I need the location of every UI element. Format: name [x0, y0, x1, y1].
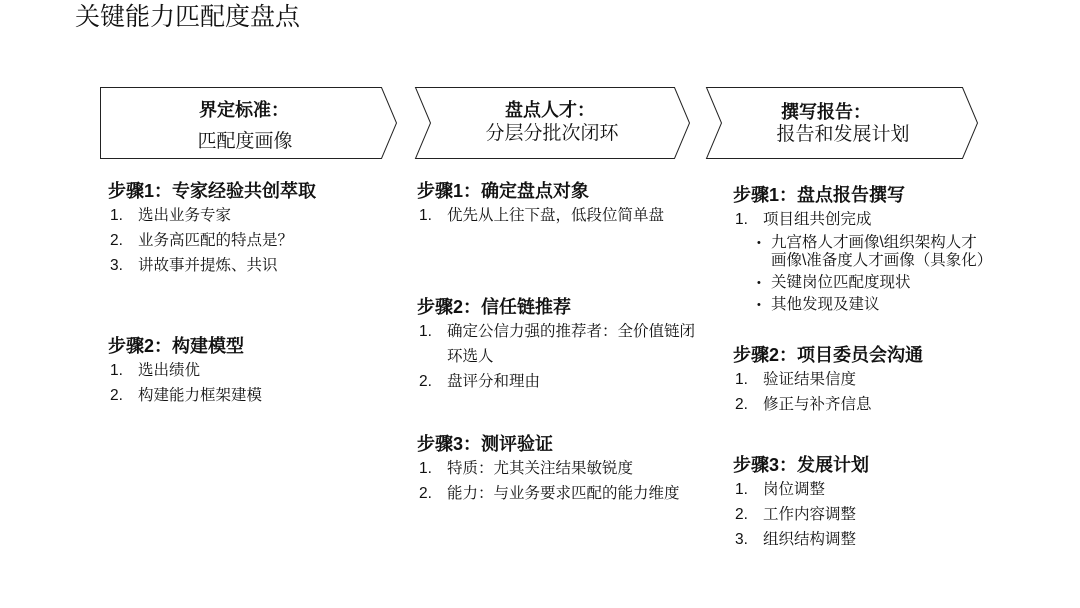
list-item-text: 验证结果信度 — [763, 371, 857, 388]
step-title: 步骤2：信任链推荐 — [417, 297, 572, 317]
phase-2-subheading: 分层分批次闭环 — [485, 123, 619, 144]
list-item-number: 2. — [735, 506, 748, 523]
list-item-text: 业务高匹配的特点是？ — [138, 232, 294, 249]
list-item — [735, 527, 869, 552]
sub-bullet-text: 九宫格人才画像\组织架构人才 画像\准备度人才画像（具象化） — [771, 234, 993, 269]
list-item-number: 2. — [110, 232, 123, 249]
list-item-number: 1. — [735, 211, 748, 228]
list-item-text: 能力：与业务要求匹配的能力维度 — [447, 485, 680, 502]
list-item-number: 1. — [419, 460, 432, 477]
sub-bullet — [757, 272, 992, 294]
list-item-number: 2. — [110, 387, 123, 404]
sub-bullet — [757, 232, 992, 272]
step-block — [733, 453, 869, 552]
phase-3-heading: 撰写报告： — [781, 102, 871, 122]
list-item — [110, 253, 316, 278]
list-item-text: 构建能力框架建模 — [138, 387, 263, 404]
step-block — [417, 179, 664, 228]
step-title: 步骤2：项目委员会沟通 — [733, 345, 924, 365]
list-item-number: 1. — [419, 207, 432, 224]
list-item-number: 3. — [110, 257, 123, 274]
list-item-number: 1. — [735, 481, 748, 498]
list-item — [110, 358, 262, 383]
list-item-number: 1. — [419, 323, 432, 340]
list-item-text: 工作内容调整 — [763, 506, 857, 523]
step-title: 步骤3：发展计划 — [733, 455, 870, 475]
list-item-text: 选出业务专家 — [138, 207, 232, 224]
list-item-number: 2. — [419, 485, 432, 502]
bullet-marker: • — [757, 299, 761, 311]
step-block — [108, 334, 262, 408]
list-item — [735, 477, 869, 502]
list-item-text: 特质：尤其关注结果敏锐度 — [447, 460, 634, 477]
step-block — [417, 432, 680, 506]
step-title: 步骤1：专家经验共创萃取 — [108, 181, 317, 201]
list-item — [419, 369, 695, 394]
list-item-number: 2. — [735, 396, 748, 413]
list-item — [419, 319, 695, 369]
list-item-number: 1. — [110, 207, 123, 224]
list-item — [419, 203, 664, 228]
step-title: 步骤2：构建模型 — [108, 336, 245, 356]
list-item-number: 2. — [419, 373, 432, 390]
sub-bullet-text: 其他发现及建议 — [771, 296, 880, 313]
list-item-text: 盘评分和理由 — [447, 373, 541, 390]
list-item-text: 讲故事并提炼、共识 — [138, 257, 278, 274]
list-item-text: 确定公信力强的推荐者：全价值链闭 环选人 — [447, 323, 696, 365]
list-item-text: 岗位调整 — [763, 481, 826, 498]
list-item — [110, 203, 316, 228]
step-block — [733, 343, 923, 417]
bullet-marker: • — [757, 277, 761, 289]
step-title: 步骤3：测评验证 — [417, 434, 554, 454]
list-item-number: 1. — [735, 371, 748, 388]
list-item — [110, 383, 262, 408]
list-item-text: 项目组共创完成 — [763, 211, 872, 228]
list-item — [735, 392, 923, 417]
step-title: 步骤1：确定盘点对象 — [417, 181, 590, 201]
list-item-text: 组织结构调整 — [763, 531, 857, 548]
list-item — [735, 502, 869, 527]
list-item-text: 修正与补齐信息 — [763, 396, 872, 413]
slide-title: 关键能力匹配度盘点 — [75, 3, 301, 31]
phase-1-heading: 界定标准： — [199, 100, 289, 120]
phase-1-subheading: 匹配度画像 — [197, 131, 293, 152]
list-item-number: 1. — [110, 362, 123, 379]
list-item — [419, 456, 680, 481]
sub-bullet-text: 关键岗位匹配度现状 — [771, 274, 911, 291]
step-block — [733, 183, 992, 316]
list-item — [735, 207, 992, 232]
phase-3-subheading: 报告和发展计划 — [776, 124, 910, 145]
step-block — [417, 295, 695, 394]
step-block — [108, 179, 316, 278]
list-item — [419, 481, 680, 506]
step-title: 步骤1：盘点报告撰写 — [733, 185, 906, 205]
bullet-marker: • — [757, 237, 761, 249]
phase-2-heading: 盘点人才： — [505, 100, 595, 120]
sub-bullet — [757, 294, 992, 316]
list-item — [735, 367, 923, 392]
list-item-text: 优先从上往下盘，低段位简单盘 — [447, 207, 665, 224]
list-item-text: 选出绩优 — [138, 362, 201, 379]
list-item-number: 3. — [735, 531, 748, 548]
list-item — [110, 228, 316, 253]
